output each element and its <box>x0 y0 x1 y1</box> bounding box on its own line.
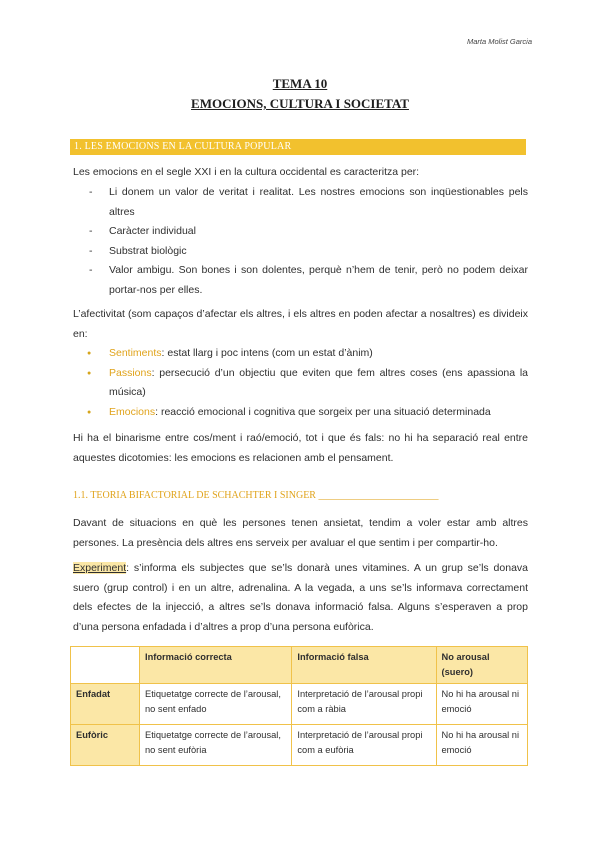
table-row <box>71 725 528 766</box>
section-intro: Les emocions en el segle XXI i en la cultura occidental es caracteritza per: <box>73 166 420 178</box>
row-header: Eufòric <box>71 725 140 766</box>
column-header: No arousal (suero) <box>436 647 527 684</box>
column-header: Informació correcta <box>140 647 292 684</box>
table-cell: Interpretació de l’arousal propi com a eufòria <box>292 725 436 766</box>
list-item: - Valor ambigu. Son bones i son dolentes, perquè n’hem de tenir, però no podem deixar portar-nos per elles. <box>73 261 528 300</box>
list-item: - Li donem un valor de veritat i realitat. Les nostres emocions son inqüestionables pels altres <box>73 183 528 222</box>
list-item <box>73 344 528 364</box>
section-heading-1-1 <box>73 490 528 501</box>
experiment-results-table <box>70 646 528 766</box>
experiment-text: : s’informa els subjectes que se’ls donarà unes vitamines. A un grup se’ls donava suero (grup control) i en un altre, adrenalina. A la vegada, a uns se’ls informava correctament dels efectes de la injecció, a altres se’ls donava informació falsa. Alguns s’esperaven a prop d’una persona enfadada i d’altres a prop d’una persona eufòrica. <box>73 562 528 633</box>
table-cell: Interpretació de l’arousal propi com a ràbia <box>292 684 436 725</box>
term-description: : persecució d’un objectiu que eviten que fem altres coses (ens apassiona la música) <box>109 366 528 398</box>
experiment-paragraph <box>73 559 528 637</box>
subheading-text: 1.1. TEORIA BIFACTORIAL DE SCHACHTER I SINGER <box>73 490 316 501</box>
table-cell: Etiquetatge correcte de l’arousal, no sent eufòria <box>140 725 292 766</box>
author-name: Marta Molist Garcia <box>466 37 532 46</box>
term-description: : estat llarg i poc intens (com un estat d’ànim) <box>161 347 373 359</box>
term-emocions: Emocions <box>109 405 156 418</box>
chapter-number: TEMA 10 <box>272 76 328 91</box>
list-item: - Caràcter individual <box>73 222 528 242</box>
binarism-paragraph: Hi ha el binarisme entre cos/ment i raó/emoció, tot i que és fals: no hi ha separació real entre aquestes dicotomies: les emocions es relacionen amb el pensament. <box>73 432 528 464</box>
section-heading-1: 1. LES EMOCIONS EN LA CULTURA POPULAR <box>70 139 526 155</box>
table-cell: No hi ha arousal ni emoció <box>436 725 527 766</box>
table-corner-cell <box>71 647 140 684</box>
anxiety-paragraph: Davant de situacions en què les persones tenen ansietat, tendim a voler estar amb altres persones. La presència dels altres ens serveix per avaluar el que sentim i per compartir-ho. <box>73 517 528 549</box>
characteristics-list <box>73 183 528 300</box>
experiment-label: Experiment <box>73 562 127 574</box>
table-cell: Etiquetatge correcte de l’arousal, no sent enfado <box>140 684 292 725</box>
list-item: - Substrat biològic <box>73 242 528 262</box>
term-description: : reacció emocional i cognitiva que sorgeix per una situació determinada <box>155 405 491 418</box>
row-header: Enfadat <box>71 684 140 725</box>
chapter-title: EMOCIONS, CULTURA I SOCIETAT <box>191 96 409 111</box>
subheading-rule: ________________________ <box>318 490 439 501</box>
affectivity-list <box>73 344 528 422</box>
affectivity-intro: L’afectivitat (som capaços d’afectar els altres, i els altres en poden afectar a nosaltres) es divideix en: <box>73 308 528 340</box>
term-sentiments: Sentiments <box>109 347 162 359</box>
column-header: Informació falsa <box>292 647 436 684</box>
table-cell: No hi ha arousal ni emoció <box>436 684 527 725</box>
term-passions: Passions <box>109 366 152 379</box>
table-header-row <box>71 647 528 684</box>
table-row <box>71 684 528 725</box>
list-item <box>73 403 528 423</box>
list-item <box>73 364 528 403</box>
